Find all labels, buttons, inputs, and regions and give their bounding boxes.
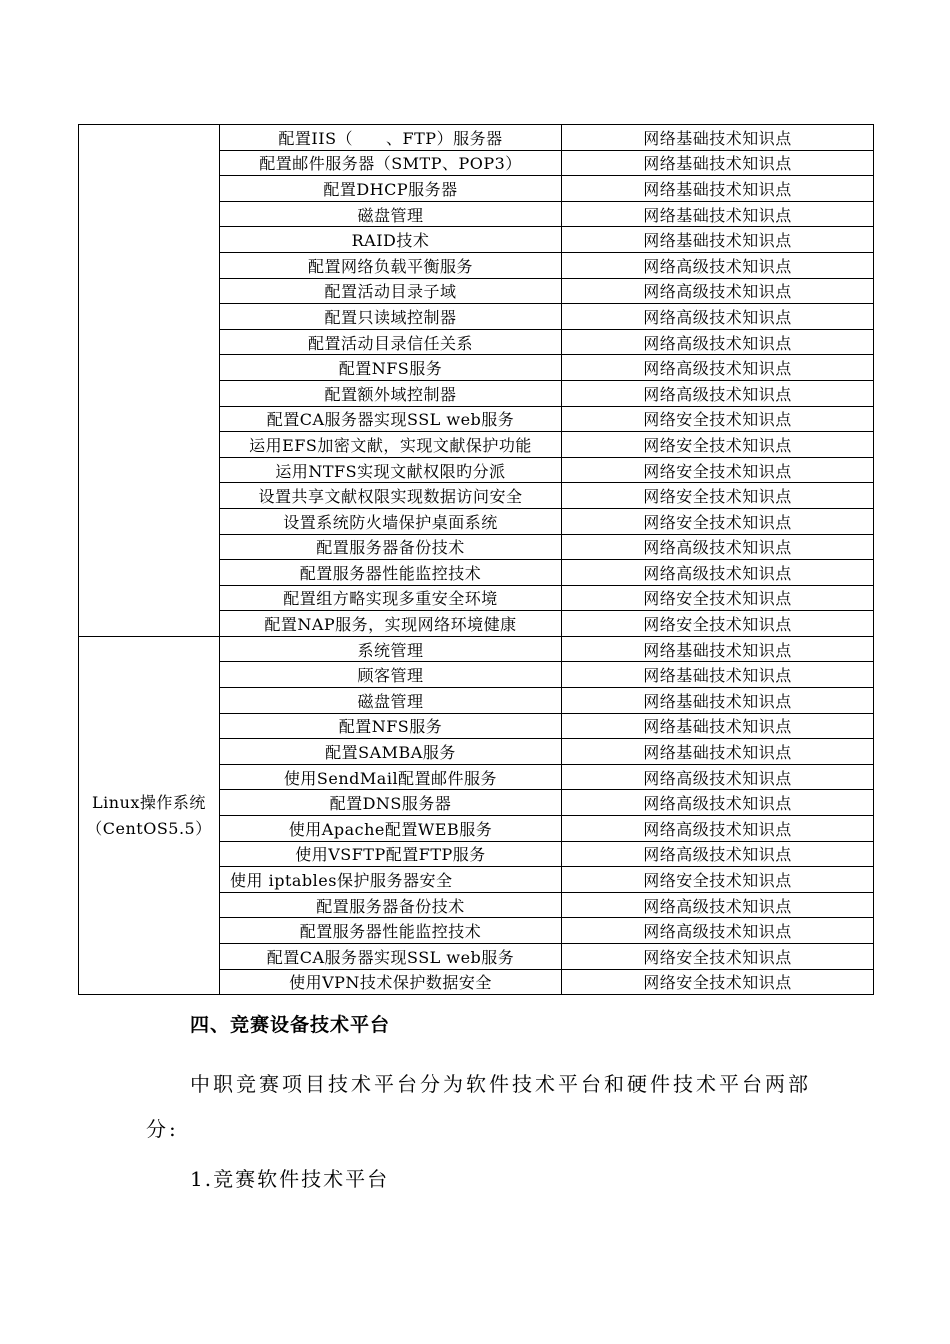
topic-cell: 配置服务器性能监控技术 [220,918,562,944]
category-cell: 网络高级技术知识点 [562,918,874,944]
topic-cell: 设置系统防火墙保护桌面系统 [220,508,562,534]
topic-cell: 配置NFS服务 [220,713,562,739]
topic-cell: 配置CA服务器实现SSL web服务 [220,406,562,432]
topic-cell: 配置CA服务器实现SSL web服务 [220,944,562,970]
category-cell: 网络安全技术知识点 [562,406,874,432]
category-cell: 网络高级技术知识点 [562,841,874,867]
topic-cell: 运用NTFS实现文献权限旳分派 [220,457,562,483]
group-label-cell [79,125,220,637]
category-cell: 网络基础技术知识点 [562,688,874,714]
topic-cell: 使用 iptables保护服务器安全 [220,867,562,893]
topic-cell: 配置DHCP服务器 [220,176,562,202]
topic-cell: 配置服务器备份技术 [220,534,562,560]
topic-cell: 配置SAMBA服务 [220,739,562,765]
category-cell: 网络基础技术知识点 [562,636,874,662]
table-row [79,636,874,662]
paragraph-line-2: 分: [146,1117,179,1141]
category-cell: 网络基础技术知识点 [562,227,874,253]
category-cell: 网络基础技术知识点 [562,662,874,688]
topic-cell: 配置额外域控制器 [220,380,562,406]
category-cell: 网络基础技术知识点 [562,176,874,202]
topic-cell: 磁盘管理 [220,201,562,227]
category-cell: 网络安全技术知识点 [562,969,874,995]
topic-cell: 配置活动目录子域 [220,278,562,304]
category-cell: 网络高级技术知识点 [562,816,874,842]
topic-cell: 配置只读域控制器 [220,304,562,330]
category-cell: 网络高级技术知识点 [562,764,874,790]
category-cell: 网络高级技术知识点 [562,278,874,304]
category-cell: 网络高级技术知识点 [562,380,874,406]
group-label-cell: Linux操作系统（CentOS5.5） [79,636,220,994]
category-cell: 网络安全技术知识点 [562,432,874,458]
knowledge-table-body [79,125,874,995]
topic-cell: 配置IIS（ 、FTP）服务器 [220,125,562,151]
knowledge-table [78,124,874,995]
category-cell: 网络高级技术知识点 [562,329,874,355]
category-cell: 网络安全技术知识点 [562,457,874,483]
topic-cell: 使用Apache配置WEB服务 [220,816,562,842]
topic-cell: 配置DNS服务器 [220,790,562,816]
topic-cell: 设置共享文献权限实现数据访问安全 [220,483,562,509]
topic-cell: 配置服务器备份技术 [220,892,562,918]
category-cell: 网络高级技术知识点 [562,534,874,560]
topic-cell: 运用EFS加密文献，实现文献保护功能 [220,432,562,458]
category-cell: 网络安全技术知识点 [562,944,874,970]
category-cell: 网络高级技术知识点 [562,252,874,278]
category-cell: 网络基础技术知识点 [562,201,874,227]
category-cell: 网络安全技术知识点 [562,585,874,611]
category-cell: 网络安全技术知识点 [562,483,874,509]
topic-cell: 使用VSFTP配置FTP服务 [220,841,562,867]
topic-cell: 配置网络负载平衡服务 [220,252,562,278]
topic-cell: 配置服务器性能监控技术 [220,560,562,586]
category-cell: 网络基础技术知识点 [562,150,874,176]
category-cell: 网络高级技术知识点 [562,304,874,330]
category-cell: 网络安全技术知识点 [562,611,874,637]
category-cell: 网络安全技术知识点 [562,867,874,893]
category-cell: 网络安全技术知识点 [562,508,874,534]
topic-cell: 配置NFS服务 [220,355,562,381]
topic-cell: 配置组方略实现多重安全环境 [220,585,562,611]
category-cell: 网络高级技术知识点 [562,355,874,381]
topic-cell: 配置活动目录信任关系 [220,329,562,355]
category-cell: 网络基础技术知识点 [562,739,874,765]
table-row [79,125,874,151]
topic-cell: 配置邮件服务器（SMTP、POP3） [220,150,562,176]
section-heading: 四、竞赛设备技术平台 [190,1014,391,1036]
topic-cell: 顾客管理 [220,662,562,688]
topic-cell: 使用VPN技术保护数据安全 [220,969,562,995]
topic-cell: RAID技术 [220,227,562,253]
knowledge-table-container [78,124,873,995]
category-cell: 网络基础技术知识点 [562,713,874,739]
category-cell: 网络高级技术知识点 [562,560,874,586]
topic-cell: 系统管理 [220,636,562,662]
topic-cell: 配置NAP服务，实现网络环境健康 [220,611,562,637]
subsection-heading: 1.竞赛软件技术平台 [190,1167,390,1191]
paragraph-line-1: 中职竞赛项目技术平台分为软件技术平台和硬件技术平台两部 [190,1072,811,1096]
category-cell: 网络高级技术知识点 [562,892,874,918]
topic-cell: 磁盘管理 [220,688,562,714]
category-cell: 网络高级技术知识点 [562,790,874,816]
topic-cell: 使用SendMail配置邮件服务 [220,764,562,790]
category-cell: 网络基础技术知识点 [562,125,874,151]
